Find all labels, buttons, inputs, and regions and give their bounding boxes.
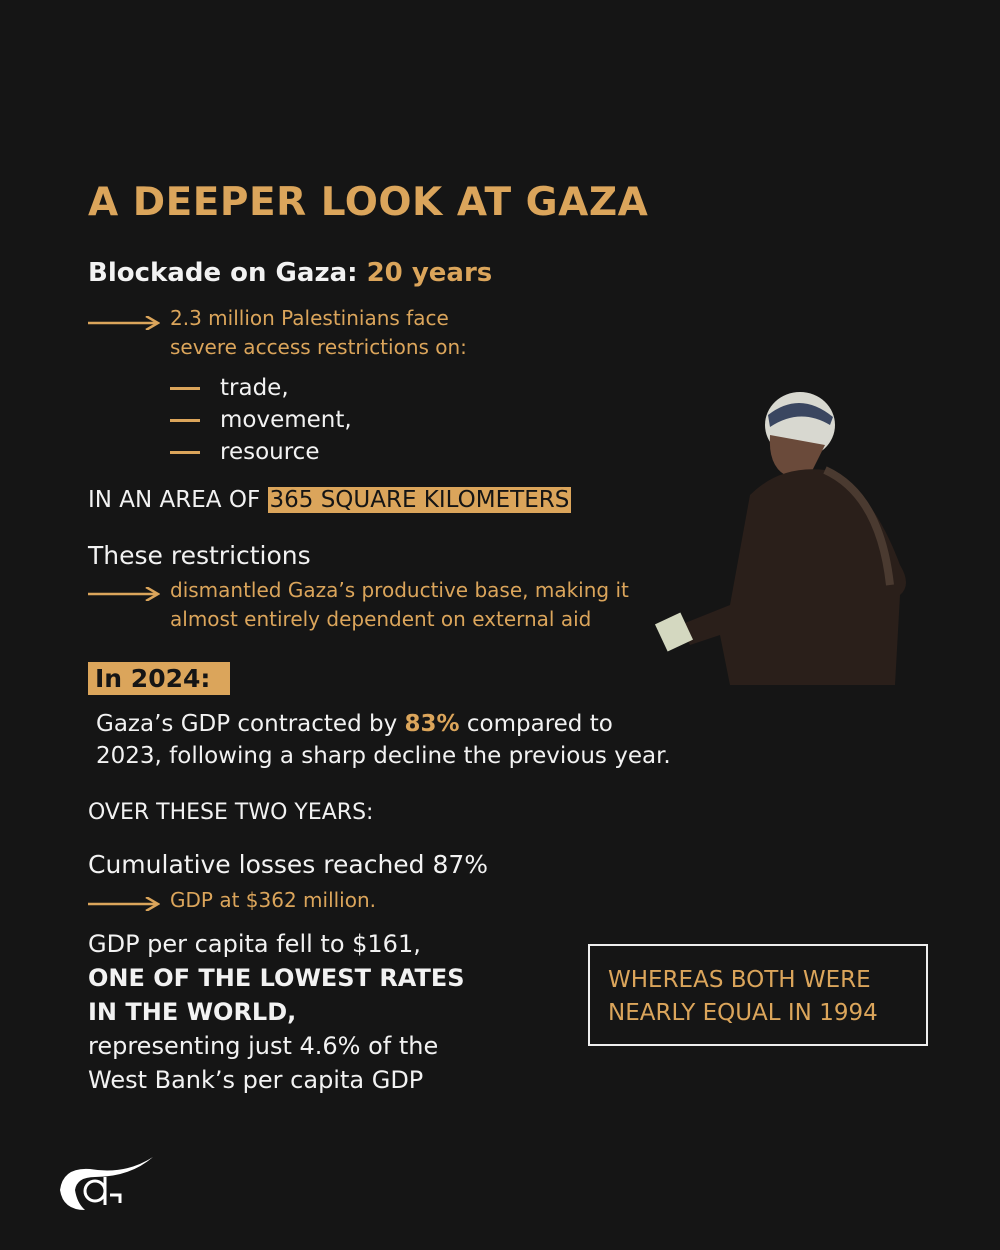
restrictions-list bbox=[170, 372, 352, 468]
year-badge: In 2024: bbox=[88, 662, 230, 695]
gdp-2024-text bbox=[96, 708, 671, 772]
per-capita-bold-1: ONE OF THE LOWEST RATES bbox=[88, 964, 465, 992]
effect-line-1: dismantled Gaza’s productive base, making it bbox=[170, 578, 629, 602]
gdp-line-2: 2023, following a sharp decline the previous year. bbox=[96, 743, 671, 769]
list-item-label: resource bbox=[220, 439, 320, 465]
dash-icon bbox=[170, 451, 200, 454]
blockade-label: Blockade on Gaza: bbox=[88, 258, 358, 288]
area-highlight: 365 SQUARE KILOMETERS bbox=[269, 487, 570, 513]
list-item bbox=[170, 436, 352, 468]
blockade-years: 20 years bbox=[366, 258, 493, 288]
two-years-heading: OVER THESE TWO YEARS: bbox=[88, 800, 374, 825]
area-prefix: IN AN AREA OF bbox=[88, 487, 261, 513]
population-text bbox=[170, 304, 467, 362]
logo-icon bbox=[55, 1155, 155, 1215]
per-capita-line-3: representing just 4.6% of the bbox=[88, 1032, 439, 1060]
per-capita-line-4: West Bank’s per capita GDP bbox=[88, 1066, 424, 1094]
per-capita-text bbox=[88, 927, 465, 1097]
dash-icon bbox=[170, 419, 200, 422]
gdp-pre: Gaza’s GDP contracted by bbox=[96, 711, 398, 737]
arrow-icon bbox=[88, 587, 160, 601]
page-title: A DEEPER LOOK AT GAZA bbox=[88, 180, 649, 225]
callout-box bbox=[588, 944, 928, 1046]
cumulative-gdp: GDP at $362 million. bbox=[170, 888, 377, 912]
population-line-2: severe access restrictions on: bbox=[170, 335, 467, 359]
list-item bbox=[170, 372, 352, 404]
area-line bbox=[88, 484, 571, 516]
gdp-value: 83% bbox=[404, 711, 460, 737]
population-line-1: 2.3 million Palestinians face bbox=[170, 306, 449, 330]
arrow-icon bbox=[88, 316, 160, 330]
restrictions-effect bbox=[170, 576, 629, 634]
man-photo bbox=[650, 385, 930, 695]
blockade-heading bbox=[88, 258, 492, 288]
restrictions-heading: These restrictions bbox=[88, 541, 311, 570]
per-capita-bold-2: IN THE WORLD, bbox=[88, 998, 297, 1026]
list-item-label: trade, bbox=[220, 375, 289, 401]
gdp-post: compared to bbox=[466, 711, 613, 737]
dash-icon bbox=[170, 387, 200, 390]
arrow-icon bbox=[88, 897, 160, 911]
list-item bbox=[170, 404, 352, 436]
list-item-label: movement, bbox=[220, 407, 352, 433]
cumulative-line: Cumulative losses reached 87% bbox=[88, 850, 489, 879]
callout-line-1: WHEREAS BOTH WERE bbox=[608, 967, 871, 993]
callout-line-2: NEARLY EQUAL IN 1994 bbox=[608, 1000, 878, 1026]
per-capita-line-1: GDP per capita fell to $161, bbox=[88, 930, 421, 958]
effect-line-2: almost entirely dependent on external aid bbox=[170, 607, 592, 631]
